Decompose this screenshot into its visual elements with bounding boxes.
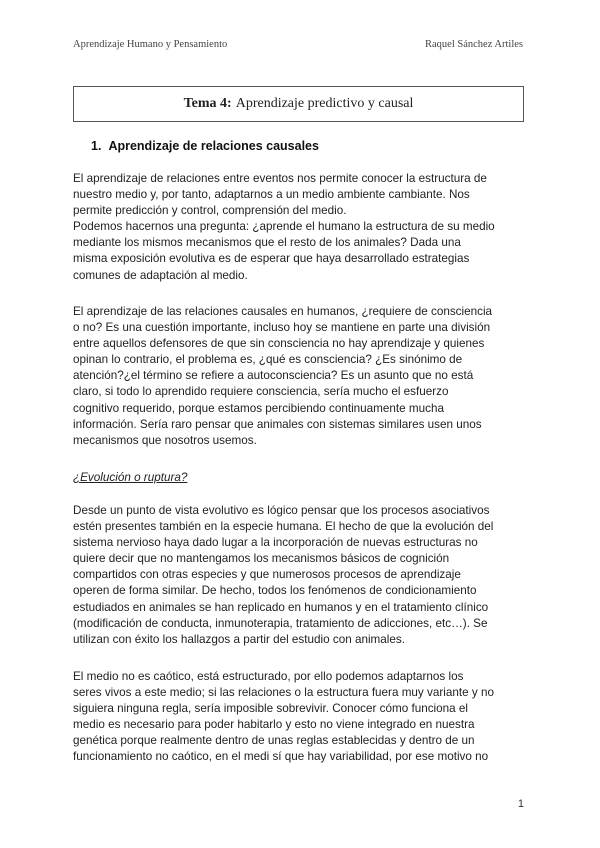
paragraph-line: genética porque realmente dentro de unas reglas establecidas y dentro de un [73,734,475,748]
paragraph-line: operen de forma similar. De hecho, todos los fenómenos de condicionamiento [73,584,477,598]
paragraph-line: atención?¿el término se refiere a autoconsciencia? Es un asunto que no está [73,369,474,383]
paragraph-line: Desde un punto de vista evolutivo es lógico pensar que los procesos asociativos [73,504,490,517]
topic-label: Tema 4: [183,96,232,111]
subheading: ¿Evolución o ruptura? [73,471,188,484]
paragraph-line: compartidos con otras especies y que numerosos procesos de aprendizaje [73,568,461,582]
paragraph-line: sistema nervioso haya dado lugar a la incorporación de nuevas estructuras no [73,536,478,550]
paragraph-line: cognitivo requerido, porque estamos percibiendo continuamente mucha [73,401,444,415]
paragraph-line: opinan lo contrario, el problema es, ¿qué es consciencia? ¿Es sinónimo de [73,353,463,367]
paragraph-line: comunes de adaptación al medio. [73,268,248,282]
header-course-name: Aprendizaje Humano y Pensamiento [73,39,228,50]
paragraph-line: medio es necesario para poder habitarlo y esto no viene integrado en nuestra [73,718,475,732]
paragraph-line: seres vivos a este medio; si las relaciones o la estructura fuera muy variante y no [73,686,494,700]
paragraph-line: mecanismos que nosotros usemos. [73,433,257,447]
paragraph-3 [73,503,533,648]
paragraph-line: estén presentes también en la especie humana. El hecho de que la evolución del [73,520,494,534]
paragraph-line: siguiera ninguna regla, sería imposible sobrevivir. Conocer cómo funciona el [73,702,468,716]
paragraph-line: claro, si todo lo aprendido requiere consciencia, sería mucho el esfuerzo [73,385,449,399]
paragraph-line: El aprendizaje de las relaciones causales en humanos, ¿requiere de consciencia [73,305,493,318]
paragraph-4 [73,669,533,766]
paragraph-line: misma exposición evolutiva es de esperar que haya desarrollado estrategias [73,252,470,266]
section-number: 1. [91,139,102,153]
paragraph-line: quiere decir que no mantengamos los mecanismos básicos de cognición [73,552,450,566]
paragraph-line: El medio no es caótico, está estructurado, por ello podemos adaptarnos los [73,670,464,683]
page-number: 1 [517,798,524,810]
topic-title: Aprendizaje predictivo y causal [235,96,414,111]
paragraph-line: o no? Es una cuestión importante, incluso hoy se mantiene en parte una división [73,321,491,335]
header-author-name: Raquel Sánchez Artiles [425,39,523,50]
paragraph-line: mediante los mismos mecanismos que el resto de los animales? Dada una [73,236,461,250]
paragraph-line: permite predicción y control, comprensión del medio. [73,204,347,218]
paragraph-line: Podemos hacernos una pregunta: ¿aprende el humano la estructura de su medio [73,220,495,234]
paragraph-line: utilizan con éxito los hallazgos a partir del estudio con animales. [73,632,405,646]
paragraph-line: funcionamiento no caótico, en el medi sí que hay variabilidad, por ese motivo no [73,750,489,764]
paragraph-1 [73,171,533,284]
section-heading [91,139,319,153]
topic-title-box [73,86,524,122]
paragraph-2 [73,304,533,449]
paragraph-line: información. Sería raro pensar que animales con sistemas similares usen unos [73,417,482,431]
paragraph-line: entre aquellos defensores de que sin consciencia no hay aprendizaje y quienes [73,337,485,351]
paragraph-line: (modificación de conducta, inmunoterapia, tratamiento de adicciones, etc…). Se [73,616,488,630]
section-title: Aprendizaje de relaciones causales [108,139,319,153]
paragraph-line: nuestro medio y, por tanto, adaptarnos a un medio ambiente cambiante. Nos [73,188,470,202]
paragraph-line: estudiados en animales se han replicado en humanos y en el tratamiento clínico [73,600,489,614]
paragraph-line: El aprendizaje de relaciones entre eventos nos permite conocer la estructura de [73,172,487,185]
